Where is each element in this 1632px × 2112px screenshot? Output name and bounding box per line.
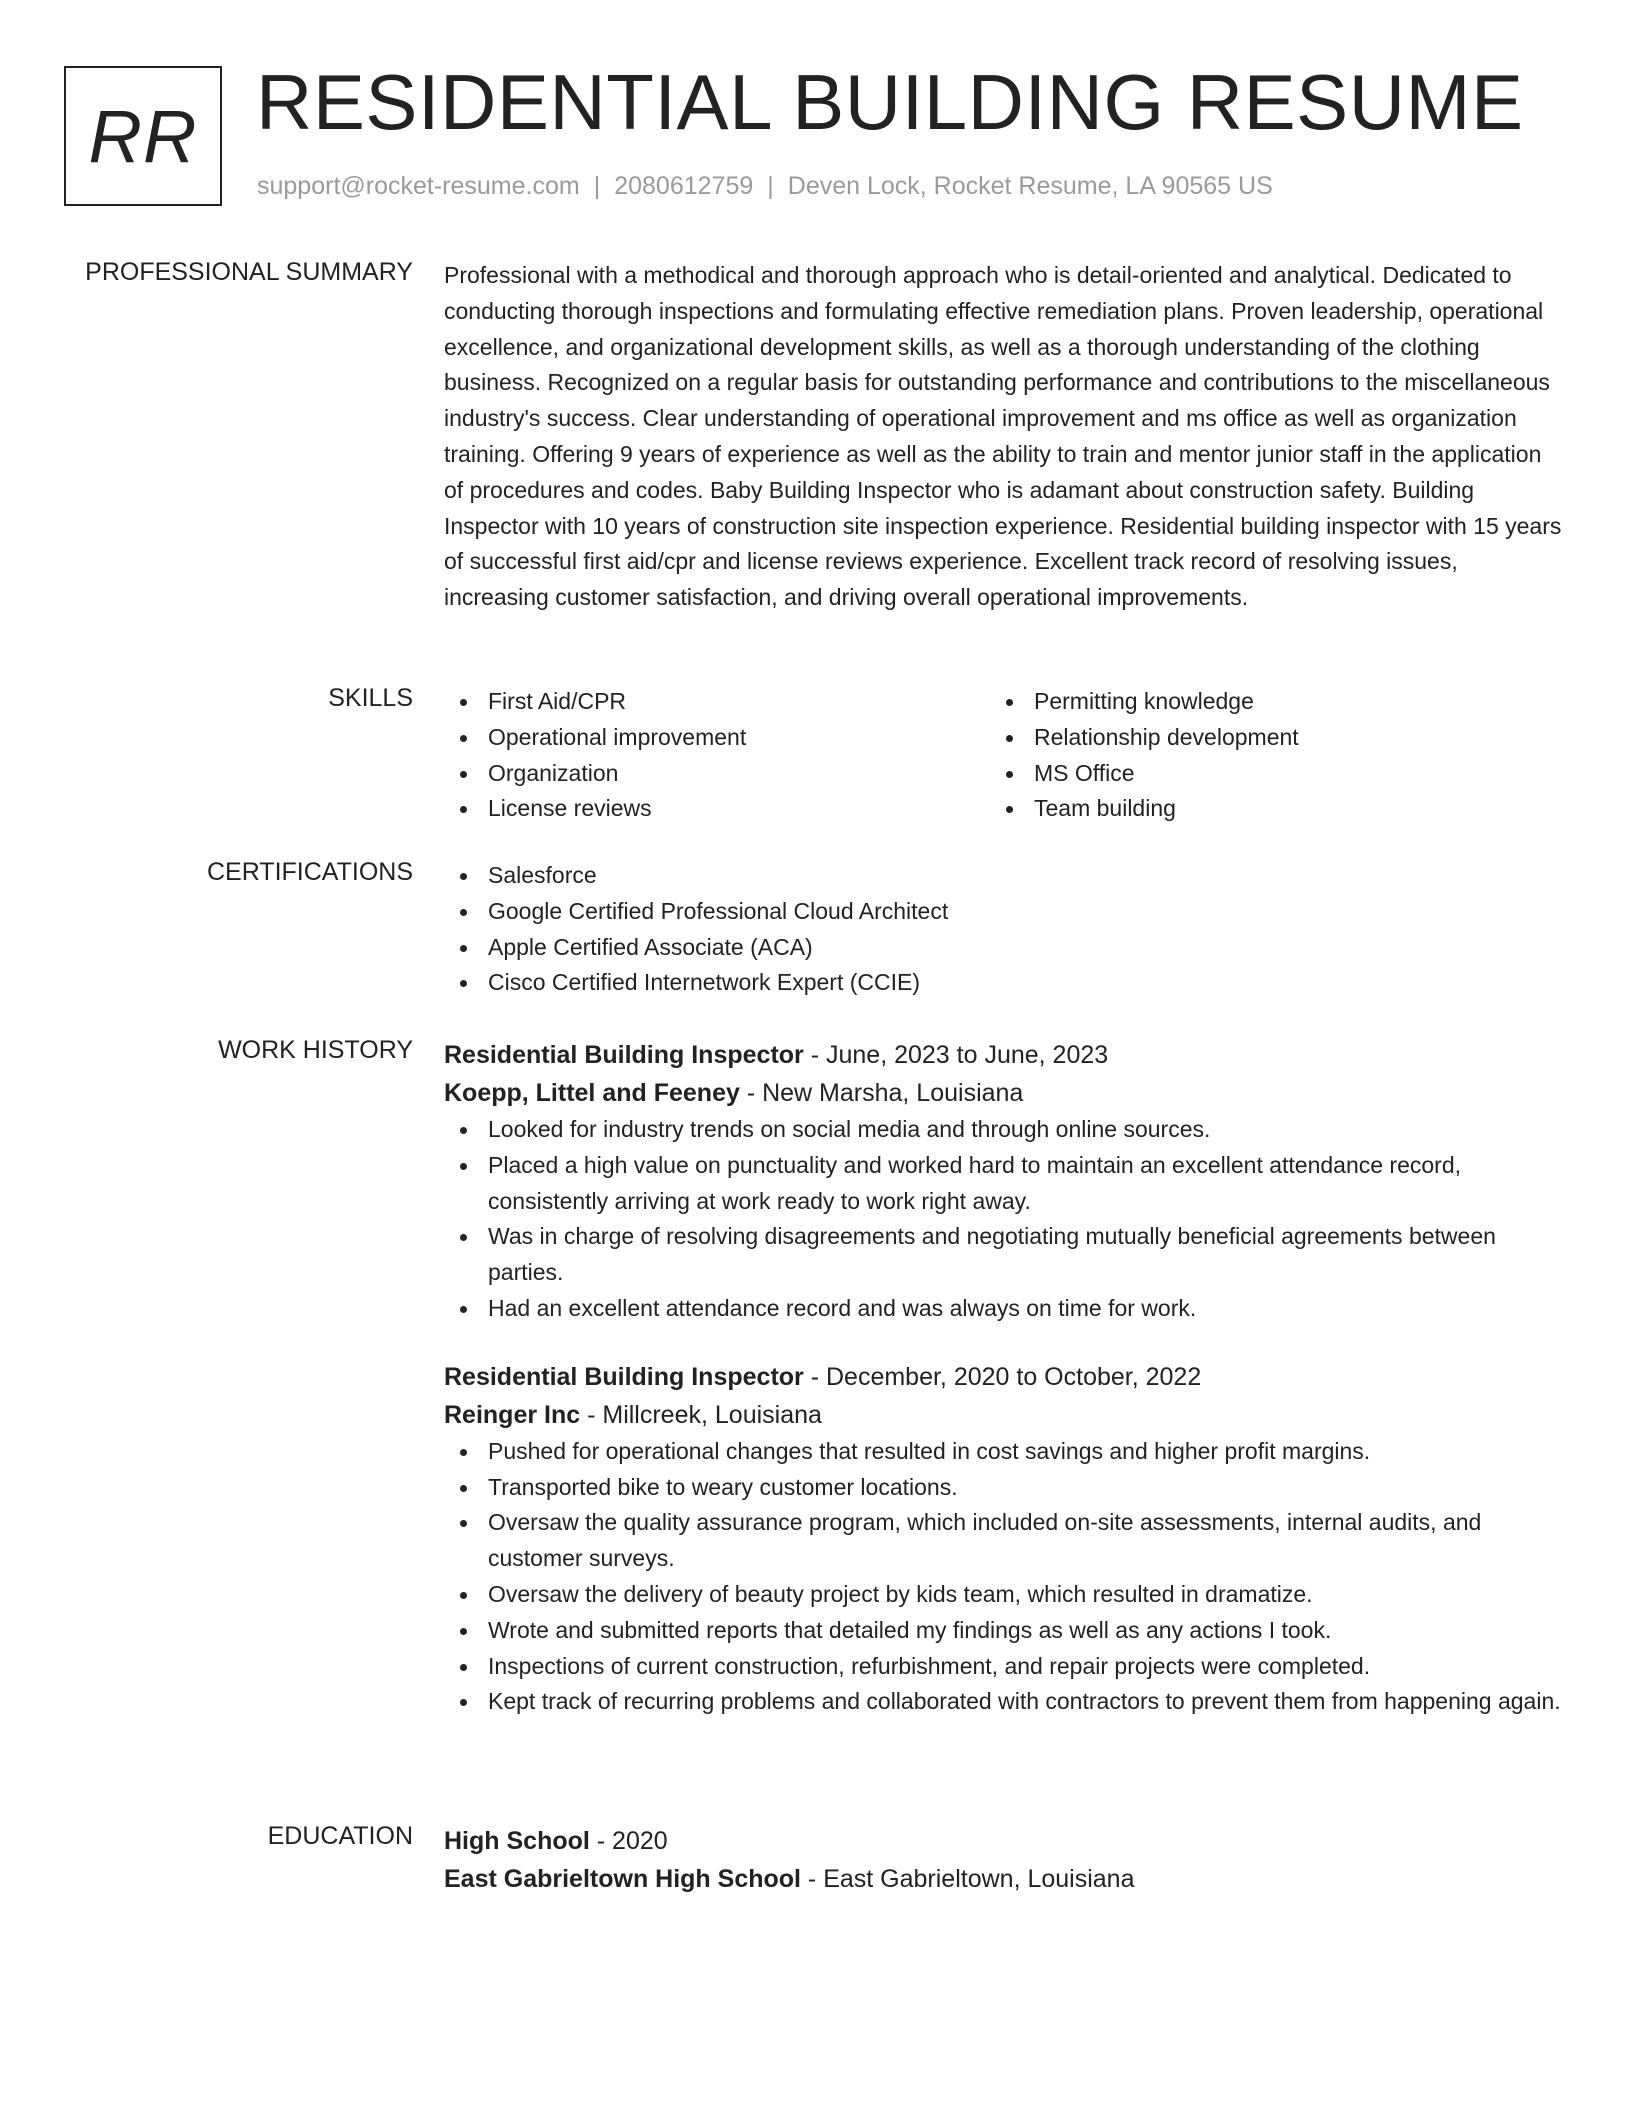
monogram-initials: RR <box>88 94 198 178</box>
job-duty-item: Wrote and submitted reports that detailed my findings as well as any actions I took. <box>444 1613 1564 1649</box>
job-dates: - December, 2020 to October, 2022 <box>803 1362 1202 1391</box>
certification-item: Apple Certified Associate (ACA) <box>444 930 1564 966</box>
resume-title: RESIDENTIAL BUILDING RESUME <box>256 58 1524 146</box>
job-duty-item: Had an excellent attendance record and was always on time for work. <box>444 1291 1564 1327</box>
job-company-line <box>444 1074 1564 1112</box>
work-history-body <box>444 1036 1564 1720</box>
skill-item: Relationship development <box>990 720 1536 756</box>
skill-item: Operational improvement <box>444 720 990 756</box>
contact-separator: | <box>767 172 774 200</box>
job-duty-item: Inspections of current construction, refurbishment, and repair projects were completed. <box>444 1649 1564 1685</box>
section-label-education: EDUCATION <box>267 1822 413 1850</box>
job-duties-list <box>444 1434 1564 1720</box>
education-degree-line <box>444 1822 1564 1860</box>
education-school: East Gabrieltown High School <box>444 1865 801 1893</box>
section-label-certifications: CERTIFICATIONS <box>206 858 413 886</box>
skill-item: Organization <box>444 756 990 792</box>
skills-body <box>444 684 1564 827</box>
certification-item: Google Certified Professional Cloud Architect <box>444 894 1564 930</box>
summary-text: Professional with a methodical and thorough approach who is detail-oriented and analytical. Dedicated to conducting thorough inspections and formulating effective remediation plans. Proven leadership, operational excellence, and organizational development skills, as well as a thorough understanding of the clothing business. Recognized on a regular basis for outstanding performance and contributions to the miscellaneous industry's success. Clear understanding of operational improvement and ms office as well as organization training. Offering 9 years of experience as well as the ability to train and mentor junior staff in the application of procedures and codes. Baby Building Inspector who is adamant about construction safety. Building Inspector with 10 years of construction site inspection experience. Residential building inspector with 15 years of successful first aid/cpr and license reviews experience. Excellent track record of resolving issues, increasing customer satisfaction, and driving overall operational improvements. <box>444 262 1562 611</box>
education-body <box>444 1822 1564 1898</box>
skill-item: License reviews <box>444 791 990 827</box>
certification-item: Cisco Certified Internetwork Expert (CCIE) <box>444 965 1564 1001</box>
section-label-summary: PROFESSIONAL SUMMARY <box>85 258 413 286</box>
job-title: Residential Building Inspector <box>444 1041 804 1069</box>
job-title-line <box>444 1036 1564 1074</box>
job-dates: - June, 2023 to June, 2023 <box>803 1041 1109 1069</box>
job-duty-item: Was in charge of resolving disagreements and negotiating mutually beneficial agreements between parties. <box>444 1219 1564 1291</box>
certification-item: Salesforce <box>444 858 1564 894</box>
contact-email: support@rocket-resume.com <box>257 172 580 200</box>
job-title-line <box>444 1358 1564 1396</box>
education-school-line <box>444 1860 1564 1898</box>
job-duties-list <box>444 1112 1564 1327</box>
skills-grid <box>444 684 1564 827</box>
job-entry <box>444 1036 1564 1327</box>
contact-line <box>257 172 1273 201</box>
education-location: - East Gabrieltown, Louisiana <box>800 1865 1135 1893</box>
job-duty-item: Oversaw the delivery of beauty project by kids team, which resulted in dramatize. <box>444 1577 1564 1613</box>
job-duty-item: Transported bike to weary customer locations. <box>444 1470 1564 1506</box>
contact-phone: 2080612759 <box>614 172 754 200</box>
job-duty-item: Kept track of recurring problems and collaborated with contractors to prevent them from happening again. <box>444 1684 1564 1720</box>
monogram-logo <box>64 66 222 206</box>
job-company: Reinger Inc <box>444 1400 581 1429</box>
job-duty-item: Oversaw the quality assurance program, which included on-site assessments, internal audits, and customer surveys. <box>444 1505 1564 1577</box>
summary-body <box>444 258 1564 616</box>
job-entry <box>444 1358 1564 1720</box>
job-title: Residential Building Inspector <box>444 1362 804 1391</box>
education-degree: High School <box>444 1827 590 1855</box>
section-label-skills: SKILLS <box>328 684 413 712</box>
contact-address: Deven Lock, Rocket Resume, LA 90565 US <box>787 172 1273 200</box>
job-duty-item: Placed a high value on punctuality and worked hard to maintain an excellent attendance record, consistently arriving at work ready to work right away. <box>444 1148 1564 1220</box>
skill-item: Permitting knowledge <box>990 684 1536 720</box>
job-duty-item: Looked for industry trends on social media and through online sources. <box>444 1112 1564 1148</box>
job-location: - New Marsha, Louisiana <box>739 1079 1024 1107</box>
job-company: Koepp, Littel and Feeney <box>444 1079 740 1107</box>
skill-item: Team building <box>990 791 1536 827</box>
certifications-body <box>444 858 1564 1001</box>
skill-item: MS Office <box>990 756 1536 792</box>
skills-list-left <box>444 684 990 827</box>
education-year: - 2020 <box>589 1827 668 1855</box>
job-location: - Millcreek, Louisiana <box>580 1400 822 1429</box>
contact-separator: | <box>593 172 601 200</box>
job-company-line <box>444 1396 1564 1434</box>
skill-item: First Aid/CPR <box>444 684 990 720</box>
job-duty-item: Pushed for operational changes that resulted in cost savings and higher profit margins. <box>444 1434 1564 1470</box>
certifications-list <box>444 858 1564 1001</box>
section-label-work-history: WORK HISTORY <box>218 1036 413 1064</box>
skills-list-right <box>990 684 1536 827</box>
